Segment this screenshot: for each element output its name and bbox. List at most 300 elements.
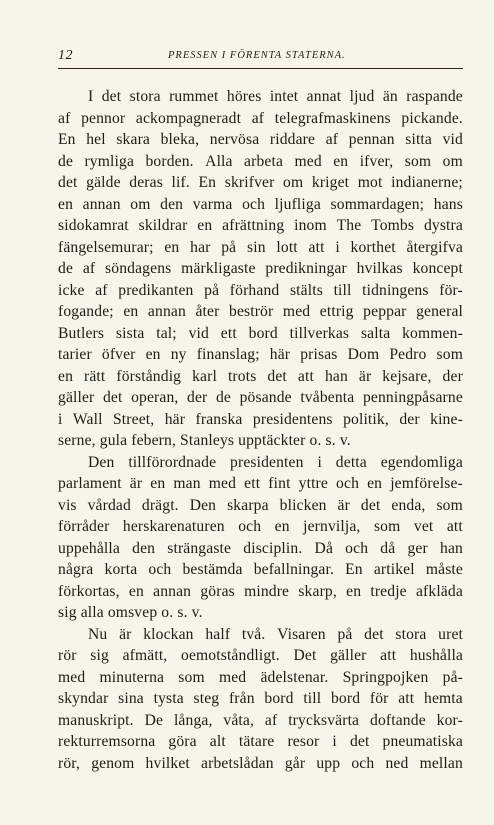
- word: måste: [425, 561, 463, 578]
- word: annan: [147, 303, 186, 320]
- word: salta: [360, 324, 391, 342]
- word: tillförordnade: [128, 453, 217, 471]
- word: vid: [442, 131, 463, 148]
- word: inom: [294, 217, 327, 234]
- word: går: [284, 754, 306, 772]
- word: kriget: [311, 174, 350, 191]
- word: tysta: [153, 690, 184, 707]
- word: Dom: [347, 346, 380, 363]
- word: afmätt,: [122, 647, 168, 664]
- word: med: [294, 152, 322, 170]
- word: skara: [116, 131, 150, 148]
- word: förhand: [229, 281, 280, 299]
- word: af: [58, 109, 71, 127]
- word: riddare: [269, 131, 316, 148]
- word: och: [345, 539, 369, 557]
- word: predikningar: [265, 260, 347, 277]
- word: för-: [439, 281, 463, 299]
- word: till: [303, 690, 322, 707]
- word: ned: [385, 754, 409, 772]
- word: en: [197, 217, 213, 234]
- word: bord: [248, 324, 278, 342]
- word: från: [228, 690, 255, 707]
- word: Street,: [112, 410, 155, 428]
- word: operan,: [131, 389, 179, 406]
- word: är: [119, 625, 132, 643]
- text-line: sig alla omsvep o. s. v.: [58, 604, 203, 621]
- word: ljufliga: [274, 195, 321, 213]
- word: och: [148, 561, 172, 578]
- word: Då: [314, 539, 334, 557]
- word: En: [58, 131, 76, 148]
- word: en: [274, 518, 290, 535]
- word: för: [369, 690, 389, 707]
- word: det: [364, 625, 384, 643]
- word: karl: [192, 367, 217, 385]
- word: sig: [90, 647, 109, 664]
- word: rymliga: [84, 152, 135, 170]
- word: half: [205, 625, 231, 643]
- word: att: [398, 690, 415, 707]
- word: Alla: [205, 152, 233, 170]
- word: bleka,: [160, 131, 200, 148]
- word: yttre: [298, 475, 328, 492]
- word: sista: [115, 324, 145, 342]
- word: ger: [407, 539, 428, 557]
- word: kor-: [436, 711, 463, 729]
- word: märkligaste: [181, 260, 256, 277]
- word: sidokamrat: [58, 217, 129, 234]
- word: de: [58, 260, 74, 277]
- word: pennan: [348, 131, 395, 148]
- text-line: serne, gula febern, Stanleys upptäckter o. s. v.: [58, 432, 351, 449]
- text-line: [58, 258, 463, 280]
- word: med: [282, 303, 311, 320]
- word: stälts: [289, 281, 323, 299]
- word: som: [404, 152, 432, 170]
- word: sina: [118, 690, 144, 707]
- word: vet: [413, 518, 434, 535]
- text-line: [58, 172, 463, 194]
- word: stora: [129, 88, 161, 105]
- word: det: [267, 367, 287, 385]
- word: några: [58, 561, 94, 578]
- word: göras: [200, 582, 235, 600]
- word: här: [164, 410, 186, 428]
- word: drägt.: [141, 496, 179, 514]
- word: om: [130, 195, 151, 213]
- word: lott: [276, 238, 298, 256]
- word: som: [436, 346, 463, 363]
- word: klockan: [143, 625, 194, 643]
- word: Den: [88, 453, 115, 471]
- word: kejsare,: [382, 367, 432, 385]
- word: koncept: [412, 260, 463, 277]
- word: predikanten: [118, 281, 194, 299]
- word: presidentens: [252, 410, 333, 428]
- word: Springpojken: [342, 668, 429, 686]
- word: trots: [227, 367, 257, 385]
- text-line: [58, 215, 463, 237]
- word: raspande: [406, 88, 463, 105]
- word: gäller: [58, 389, 95, 406]
- word: intet: [269, 88, 299, 105]
- word: herskarenaturen: [122, 518, 225, 535]
- word: strängaste: [167, 539, 232, 557]
- word: skyndar: [58, 690, 109, 707]
- word: det: [360, 496, 381, 514]
- word: och: [351, 754, 375, 772]
- word: annan: [82, 195, 121, 213]
- word: kommen-: [402, 324, 463, 342]
- running-header: [58, 48, 463, 69]
- word: det: [102, 389, 123, 406]
- text-line: [58, 129, 463, 151]
- word: höres: [226, 88, 262, 105]
- word: sin: [247, 238, 266, 256]
- word: korta: [104, 561, 138, 578]
- word: annan: [153, 582, 192, 600]
- word: mindre: [244, 582, 290, 600]
- word: parlament: [58, 475, 122, 492]
- word: på: [337, 625, 353, 643]
- word: befallningar.: [253, 561, 335, 578]
- text-line: [58, 86, 463, 108]
- word: som: [178, 668, 205, 686]
- word: Butlers: [58, 324, 105, 342]
- word: Det: [293, 647, 317, 664]
- word: med: [58, 668, 86, 686]
- word: beströr: [229, 303, 274, 320]
- text-line: [58, 731, 463, 753]
- word: Visaren: [277, 625, 326, 643]
- word: återgifva: [406, 238, 463, 256]
- word: icke: [58, 281, 85, 299]
- word: hvilkas: [356, 260, 403, 277]
- word: åter: [195, 303, 220, 320]
- word: indianerne;: [391, 174, 463, 191]
- word: prisas: [300, 346, 338, 363]
- word: sommardagen;: [330, 195, 425, 213]
- word: tidningens: [362, 281, 429, 299]
- word: arbetslådan: [201, 754, 274, 772]
- word: på: [204, 281, 220, 299]
- word: pickande.: [401, 109, 463, 127]
- word: uret: [438, 625, 463, 643]
- word: våta,: [223, 711, 255, 729]
- word: en: [164, 238, 180, 256]
- word: oemotståndligt.: [181, 647, 280, 664]
- word: ifver,: [359, 152, 394, 170]
- word: på-: [442, 668, 463, 686]
- word: kine-: [430, 410, 463, 428]
- text-line: [58, 280, 463, 302]
- word: hel: [86, 131, 106, 148]
- word: om: [442, 152, 463, 170]
- text-line: [58, 237, 463, 259]
- word: tvåbenta: [300, 389, 355, 406]
- word: doftande: [370, 711, 426, 729]
- word: blicken: [279, 496, 327, 514]
- text-line: [58, 538, 463, 560]
- word: den: [160, 195, 184, 213]
- word: uppehålla: [58, 539, 120, 557]
- word: alt: [209, 733, 226, 750]
- word: förståndig: [116, 367, 182, 385]
- word: de: [58, 152, 74, 170]
- word: skarp,: [298, 582, 337, 600]
- word: genom: [91, 754, 135, 772]
- word: en: [367, 475, 383, 492]
- word: steg: [193, 690, 220, 707]
- word: bord: [330, 690, 361, 707]
- word: och: [336, 475, 360, 492]
- word: Wall: [72, 410, 103, 428]
- word: En: [345, 561, 363, 578]
- word: pneumatiska: [382, 733, 463, 750]
- word: mellan: [419, 754, 463, 772]
- word: nervösa: [209, 131, 260, 148]
- word: är: [129, 475, 143, 492]
- text-line: [58, 301, 463, 323]
- word: med: [218, 668, 247, 686]
- word: politik,: [343, 410, 389, 428]
- word: penningpåsarne: [362, 389, 463, 406]
- word: detta: [335, 453, 367, 471]
- word: tillverkas: [289, 324, 350, 342]
- word: mot: [357, 174, 383, 191]
- text-line: [58, 194, 463, 216]
- text-line: [58, 688, 463, 710]
- word: det: [58, 174, 78, 191]
- word: i: [335, 238, 340, 256]
- word: arbeta: [244, 152, 284, 170]
- word: två.: [241, 625, 266, 643]
- word: en: [333, 152, 349, 170]
- text-line: [58, 473, 463, 495]
- word: till: [333, 281, 352, 299]
- word: skrifver: [224, 174, 275, 191]
- word: att: [446, 518, 463, 535]
- word: om: [283, 174, 304, 191]
- word: han: [440, 539, 463, 557]
- page-number: 12: [58, 48, 73, 63]
- word: finanslag;: [196, 346, 260, 363]
- word: manuskript.: [58, 711, 134, 729]
- word: vid: [188, 324, 209, 342]
- word: Nu: [88, 625, 108, 643]
- word: då: [380, 539, 396, 557]
- text-line: [58, 452, 463, 474]
- word: upp: [316, 754, 341, 772]
- word: hvilket: [145, 754, 190, 772]
- word: hans: [433, 195, 463, 213]
- word: som: [373, 518, 401, 535]
- word: telegrafmaskinens: [274, 109, 391, 127]
- word: gälde: [86, 174, 121, 191]
- word: egendomliga: [380, 453, 463, 471]
- word: och: [238, 518, 262, 535]
- word: hemta: [424, 690, 463, 707]
- word: tal;: [156, 324, 177, 342]
- word: De: [144, 711, 164, 729]
- word: i: [58, 410, 63, 428]
- word: rör,: [58, 754, 81, 772]
- text-line: [58, 495, 463, 517]
- word: det: [349, 733, 370, 750]
- word: af: [325, 131, 339, 148]
- word: varma: [192, 195, 233, 213]
- word: af: [264, 711, 278, 729]
- word: förråder: [58, 518, 110, 535]
- word: ljud: [349, 88, 375, 105]
- word: att: [380, 647, 397, 664]
- word: Den: [189, 496, 217, 514]
- word: The: [336, 217, 362, 234]
- text-line: [58, 710, 463, 732]
- word: fängelsemurar;: [58, 238, 154, 256]
- word: vis: [58, 496, 77, 514]
- word: jernvilja,: [303, 518, 361, 535]
- word: ett: [220, 324, 237, 342]
- word: disciplin.: [243, 539, 303, 557]
- word: han: [324, 367, 348, 385]
- word: en: [150, 475, 166, 492]
- word: ny: [170, 346, 187, 363]
- word: trycksvärta: [288, 711, 360, 729]
- word: hushålla: [409, 647, 463, 664]
- word: ettrig: [319, 303, 354, 320]
- word: tredje: [370, 582, 407, 600]
- word: tätare: [238, 733, 275, 750]
- word: pennor: [81, 109, 126, 127]
- word: skildrar: [138, 217, 188, 234]
- word: presidenten: [230, 453, 304, 471]
- word: sitta: [405, 131, 432, 148]
- word: minuterna: [99, 668, 165, 686]
- text-line: [58, 753, 463, 775]
- text-line: [58, 667, 463, 689]
- word: korthet: [350, 238, 396, 256]
- word: borden.: [145, 152, 194, 170]
- word: resor: [287, 733, 320, 750]
- word: ackompagneradt: [135, 109, 242, 127]
- word: söndagens: [105, 260, 172, 277]
- word: i: [317, 453, 322, 471]
- word: En: [198, 174, 217, 191]
- text-line: [58, 387, 463, 409]
- word: här: [269, 346, 291, 363]
- word: I: [88, 88, 94, 105]
- word: man: [173, 475, 201, 492]
- text-line: [58, 645, 463, 667]
- word: än: [382, 88, 398, 105]
- word: rekturremsorna: [58, 733, 156, 750]
- word: der: [187, 389, 208, 406]
- word: afrättning: [222, 217, 285, 234]
- word: en: [145, 346, 161, 363]
- word: gäller: [330, 647, 367, 664]
- word: deras: [129, 174, 163, 191]
- word: ett: [244, 475, 261, 492]
- word: i: [332, 733, 337, 750]
- word: af: [251, 109, 265, 127]
- word: förkortas,: [58, 582, 120, 600]
- text-line: [58, 366, 463, 388]
- word: en: [58, 195, 74, 213]
- word: tarier: [58, 346, 92, 363]
- word: rummet: [169, 88, 219, 105]
- word: som: [436, 496, 463, 514]
- word: annat: [306, 88, 342, 105]
- word: har: [190, 238, 211, 256]
- word: de: [215, 389, 232, 406]
- word: med: [208, 475, 237, 492]
- word: är: [337, 496, 350, 514]
- text-line: [58, 409, 463, 431]
- word: bord: [264, 690, 294, 707]
- word: rätt: [84, 367, 106, 385]
- word: en: [128, 582, 144, 600]
- text-line: [58, 624, 463, 646]
- word: fogande;: [58, 303, 114, 320]
- word: är: [358, 367, 372, 385]
- word: Pedro: [389, 346, 427, 363]
- text-line: [58, 108, 463, 130]
- word: det: [101, 88, 122, 105]
- word: och: [242, 195, 266, 213]
- text-line: [58, 516, 463, 538]
- word: lif.: [171, 174, 190, 191]
- word: göra: [168, 733, 197, 750]
- word: artikel: [373, 561, 415, 578]
- word: stora: [395, 625, 427, 643]
- text-line: [58, 581, 463, 603]
- word: att: [297, 367, 314, 385]
- word: pösande: [239, 389, 292, 406]
- word: af: [82, 260, 96, 277]
- word: en: [346, 582, 362, 600]
- word: vårdad: [87, 496, 131, 514]
- word: afkläda: [415, 582, 463, 600]
- word: ädelstenar.: [260, 668, 329, 686]
- word: en: [58, 367, 74, 385]
- word: skarpa: [227, 496, 269, 514]
- word: öfver: [101, 346, 136, 363]
- word: långa,: [173, 711, 213, 729]
- word: jemförelse-: [390, 475, 463, 492]
- word: der: [442, 367, 463, 385]
- body-text: [58, 86, 463, 774]
- word: bestämda: [182, 561, 243, 578]
- word: en: [123, 303, 139, 320]
- text-line: [58, 559, 463, 581]
- word: Tombs: [371, 217, 415, 234]
- word: dystra: [423, 217, 463, 234]
- word: rör: [58, 647, 77, 664]
- word: franska: [195, 410, 243, 428]
- text-line: [58, 151, 463, 173]
- word: på: [221, 238, 237, 256]
- word: enda,: [391, 496, 426, 514]
- word: fint: [268, 475, 291, 492]
- running-title: PRESSEN I FÖRENTA STATERNA.: [168, 50, 346, 61]
- text-line: [58, 344, 463, 366]
- word: peppar: [363, 303, 407, 320]
- word: der: [399, 410, 420, 428]
- word: att: [308, 238, 325, 256]
- word: general: [416, 303, 463, 320]
